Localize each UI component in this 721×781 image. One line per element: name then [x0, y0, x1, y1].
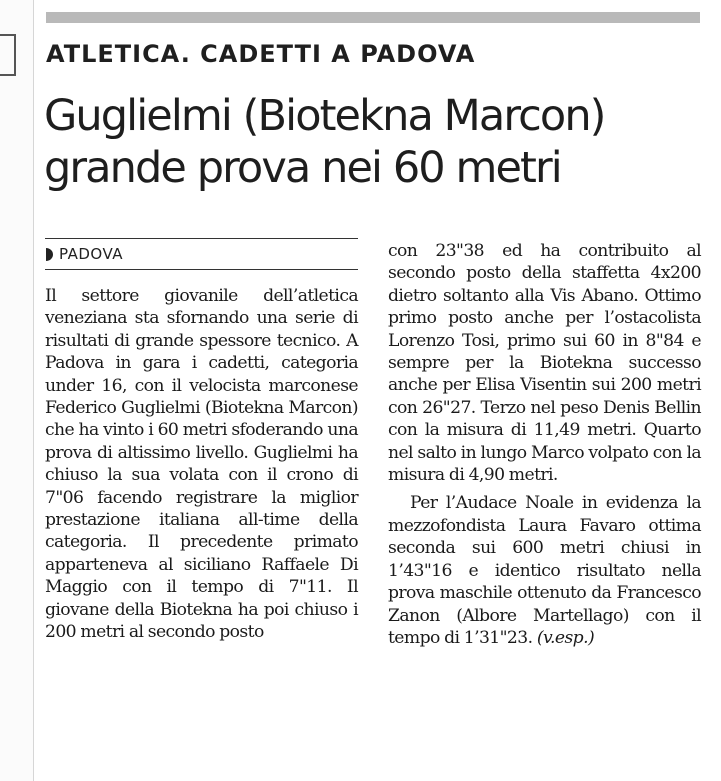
body-paragraph-1: Il settore giovanile dell’atletica veneziana sta sfornando una serie di risultati di grande spessore tecnico. A Padova in gara i cadetti, categoria under 16, con il velocista marconese Federico Guglielmi (Biotekna Marcon) che ha vinto i 60 metri sfoderando una prova di altissimo livello. Guglielmi ha chiuso la sua volata con il crono di 7"06 facendo registrare la miglior prestazione italiana all-time della categoria. Il precedente primato apparteneva al siciliano Raffaele Di Maggio con il tempo di 7"11. Il giovane della Biotekna ha poi chiuso i 200 metri al secondo posto: [45, 286, 358, 643]
headline-line-1: Guglielmi (Biotekna Marcon): [44, 91, 605, 141]
column-right: [388, 240, 701, 649]
page-edge: [0, 0, 34, 781]
headline-line-2: grande prova nei 60 metri: [44, 143, 561, 193]
half-circle-marker-icon: [45, 248, 53, 261]
column-left: [45, 238, 358, 644]
body-paragraph-3-text: Per l’Audace Noale in evidenza la mezzofondista Laura Favaro ottima seconda sui 600 metri chiusi in 1’43"16 e identico risultato nella prova maschile ottenuto da Francesco Zanon (Albore Martellago) con il tempo di 1’31"23.: [388, 493, 701, 648]
body-paragraph-3: [388, 492, 701, 649]
dateline-text: PADOVA: [59, 245, 124, 263]
body-paragraph-2: con 23"38 ed ha contribuito al secondo posto della staffetta 4x200 dietro soltanto alla Vis Abano. Ottimo primo posto anche per l’ostacolista Lorenzo Tosi, primo sui 60 in 8"84 e sempre per la Biotekna successo anche per Elisa Visentin sui 200 metri con 26"27. Terzo nel peso Denis Bellin con la misura di 11,49 metri. Quarto nel salto in lungo Marco volpato con la misura di 4,90 metri.: [388, 241, 701, 486]
adjacent-page-mark: [0, 34, 16, 76]
article-headline: [44, 90, 605, 194]
dateline: [45, 238, 358, 270]
top-rule: [46, 12, 700, 23]
author-signature: (v.esp.): [536, 627, 595, 648]
article-kicker: ATLETICA. CADETTI A PADOVA: [46, 40, 476, 68]
